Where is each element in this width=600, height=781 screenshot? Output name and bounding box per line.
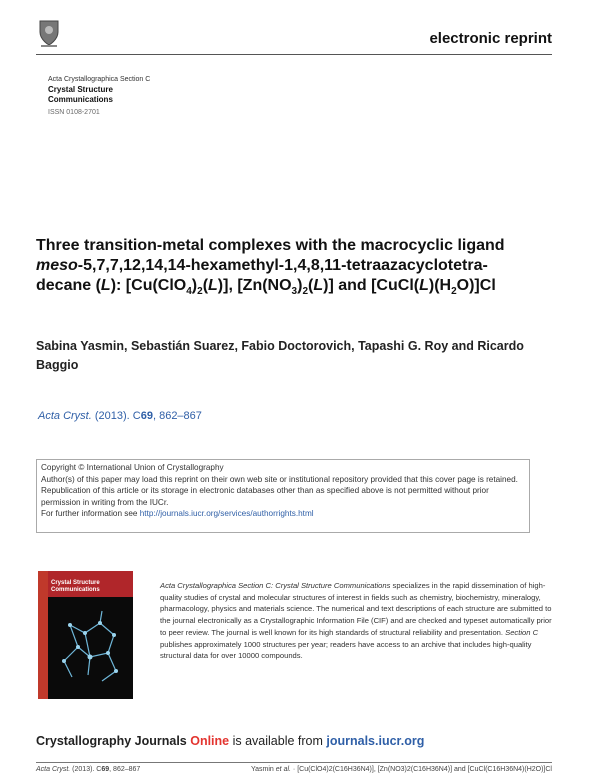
journals-iucr-link[interactable]: journals.iucr.org bbox=[326, 734, 425, 748]
journal-issn: ISSN 0108-2701 bbox=[48, 109, 100, 116]
journal-cover-image bbox=[38, 571, 133, 699]
article-citation[interactable]: Acta Cryst. (2013). C69, 862–867 bbox=[38, 410, 202, 422]
footer-running-title: Yasmin et al. · [Cu(ClO4)2(C16H36N4)], [Zn(NO3)2(C16H36N4)] and [CuCl(C16H36N4)(H2O)]Cl bbox=[251, 766, 552, 773]
copyright-more: For further information see http://journals.iucr.org/services/authorrights.html bbox=[41, 509, 314, 519]
article-authors: Sabina Yasmin, Sebastián Suarez, Fabio Doctorovich, Tapashi G. Roy and Ricardo Baggio bbox=[36, 339, 524, 372]
footer-citation: Acta Cryst. (2013). C69, 862–867 bbox=[36, 766, 141, 773]
journal-section: Acta Crystallographica Section C bbox=[48, 76, 151, 83]
journal-description: Acta Crystallographica Section C: Crystal Structure Communications specializes in the rapid dissemination of high-quality studies of crystal and molecular structures of interest in fields such as chemistry, biochemistry, mineralogy, pharmacology, physics and materials science. The numerical and text descriptions of each structure are submitted to the journal electronically as a Crystallographic Information File (CIF) and are checked and typeset automatically prior to peer review. The journal is well known for its high standards of structural reliability and presentation. Section C publishes approximately 1000 structures per year; readers have access to an archive that includes high-quality structural data for over 10000 compounds. bbox=[160, 581, 552, 661]
journal-info bbox=[48, 75, 150, 118]
cover-title: Crystal Structure Communications bbox=[51, 580, 100, 593]
journal-name-line1: Crystal Structure bbox=[48, 85, 113, 94]
footer-divider bbox=[36, 762, 552, 763]
header-divider bbox=[36, 54, 552, 55]
cover-side-strip bbox=[38, 571, 48, 699]
iucr-crest-icon bbox=[36, 18, 62, 48]
author-rights-link[interactable]: http://journals.iucr.org/services/authorrights.html bbox=[139, 509, 314, 519]
copyright-line: Copyright © International Union of Crystallography bbox=[41, 463, 224, 472]
article-title: Three transition-metal complexes with the macrocyclic ligand meso-5,7,7,12,14,14-hexamethyl-1,4,8,11-tetraazacyclotetra-decane (L): $[Cu(ClO_4)_2(L)]$, $[Zn(NO_3)_2(L)]$ and $[CuCl(L)(H_2O)]Cl$ bbox=[36, 237, 505, 298]
electronic-reprint-label: electronic reprint bbox=[429, 30, 552, 47]
journal-name-line2: Communications bbox=[48, 95, 113, 104]
cover-title-band bbox=[38, 571, 133, 597]
online-availability-banner: Crystallography Journals Online is available from journals.iucr.org bbox=[36, 734, 425, 748]
copyright-box bbox=[36, 459, 530, 533]
molecule-graphic bbox=[50, 605, 130, 693]
copyright-body: Author(s) of this paper may load this reprint on their own web site or institutional repository provided that this cover page is retained. Republication of this article or its storage in electronic databases other than as specified above is not permitted without prior permission in writing from the IUCr. bbox=[41, 474, 518, 507]
